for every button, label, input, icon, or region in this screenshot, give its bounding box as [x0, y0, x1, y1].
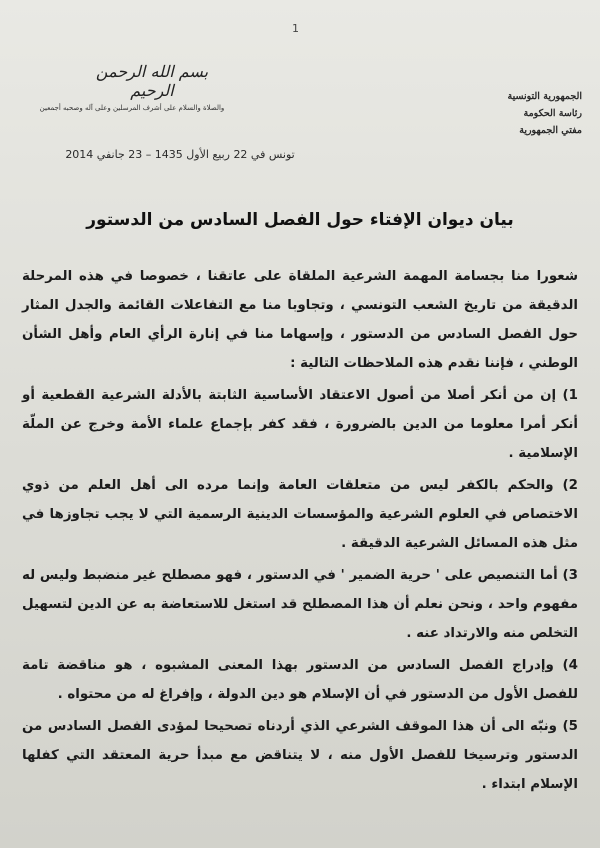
salutation-line: والصلاة والسلام على أشرف المرسلين وعلى آله وصحبه أجمعين: [39, 104, 225, 112]
document-title: بيان ديوان الإفتاء حول الفصل السادس من الدستور: [86, 210, 514, 230]
point-5: 5) ونبّه الى أن هذا الموقف الشرعي الذي أردناه تصحيحا لمؤدى الفصل السادس من الدستور وترسيخا للفصل الأول منه ، لا يتناقض مع مبدأ حرية المعتقد التي كفلها الإسلام ابتداء .: [22, 719, 578, 792]
letterhead-mufti: مفتي الجمهورية: [519, 125, 582, 136]
point-2: 2) والحكم بالكفر ليس من متعلقات العامة وإنما مرده الى أهل العلم من ذوي الاختصاص في العلوم الشرعية والمؤسسات الدينية الرسمية التي لا يجب تجاوزها في مثل هذه المسائل الشرعية الدقيقة .: [22, 478, 578, 551]
page-number: 1: [292, 22, 299, 35]
date-line: تونس في 22 ربيع الأول 1435 – 23 جانفي 2014: [65, 148, 295, 161]
intro-paragraph: شعورا منا بجسامة المهمة الشرعية الملقاة على عاتقنا ، خصوصا في هذه المرحلة الدقيقة من تاريخ الشعب التونسي ، وتجاوبا منا مع التفاعلات القائمة والجدل المثار حول الفصل السادس من الدستور ، وإسهاما منا في إنارة الرأي العام وأهل الشأن الوطني ، فإننا نقدم هذه الملاحظات التالية :: [22, 269, 578, 371]
point-4: 4) وإدراج الفصل السادس من الدستور بهذا المعنى المشبوه ، هو مناقضة تامة للفصل الأول من الدستور في أن الإسلام هو دين الدولة ، وإفراغ له من محتواه .: [22, 658, 578, 702]
letterhead-presidency: رئاسة الحكومة: [523, 108, 582, 119]
point-1: 1) إن من أنكر أصلا من أصول الاعتقاد الأساسية الثابتة بالأدلة الشرعية القطعية أو أنكر أمرا معلوما من الدين بالضرورة ، فقد كفر بإجماع علماء الأمة وخرج عن الملّة الإسلامية .: [22, 388, 578, 461]
basmala: بسم الله الرحمن الرحيم: [95, 62, 209, 100]
document-body: [22, 262, 578, 799]
point-3: 3) أما التنصيص على ' حرية الضمير ' في الدستور ، فهو مصطلح غير منضبط وليس له مفهوم واحد ، ونحن نعلم أن هذا المصطلح قد استغل للاستعاضة به عن الدين لتسهيل التخلص منه والارتداد عنه .: [22, 568, 578, 641]
letterhead: [472, 88, 582, 139]
letterhead-republic: الجمهورية التونسية: [507, 91, 582, 102]
